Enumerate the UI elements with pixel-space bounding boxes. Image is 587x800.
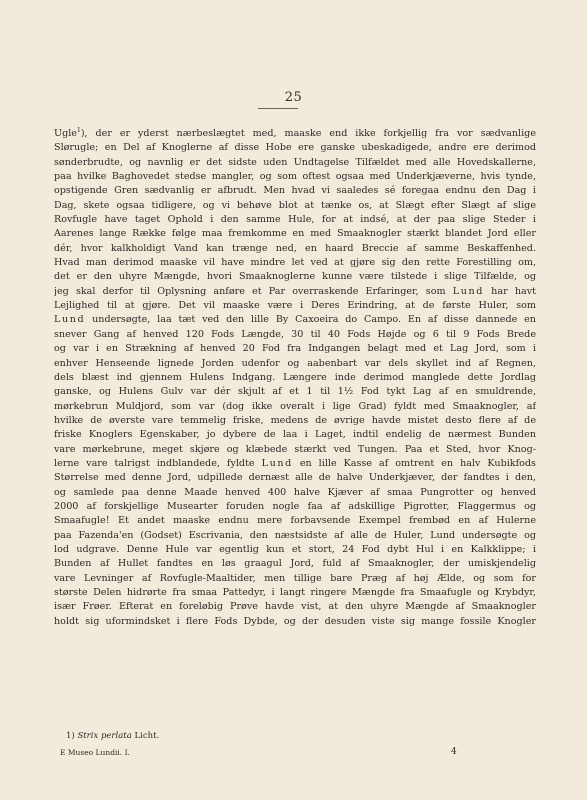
text-line: især Frøer. Efterat en foreløbig Prøve havde vist, at den uhyre Mængde af Smaaknogler [54, 601, 536, 613]
page-number: 25 [284, 90, 303, 105]
text-segment: har havt [484, 285, 536, 297]
imprint-line: E Museo Lundii. I. [60, 748, 130, 757]
text-line: det er den uhyre Mængde, hvori Smaaknoglerne kunne være tilstede i slige Tilfælde, og [54, 271, 536, 283]
text-line: paa hvilke Baghovedet stedse mangler, og som oftest ogsaa med Underkjæverne, hvis tynde, [54, 171, 536, 183]
text-segment: lerne vare talrigst indblandede, fyldte [54, 457, 262, 469]
text-line: opstigende Gren sædvanlig er afbrudt. Men hvad vi saaledes sé foregaa endnu den Dag i [54, 185, 536, 197]
spaced-name: Lund [261, 457, 293, 469]
footnote-marker: 1) [66, 731, 75, 741]
text-line: Bunden af Hullet fandtes en løs graagul Jord, fuld af Smaaknogler, der umiskjendelig [54, 558, 536, 570]
text-line: 2000 af forskjellige Musearter foruden nogle faa af adskillige Pigrotter, Flaggermus og [54, 500, 536, 512]
footnote-species: Strix perlata [77, 731, 132, 741]
text-line: lod udgrave. Denne Hule var egentlig kun et stort, 24 Fod dybt Hul i en Kalkklippe; i [54, 543, 536, 555]
text-line: Rovfugle have taget Ophold i den samme Hule, for at indsé, at der paa slige Steder i [54, 214, 536, 226]
text-line: Hvad man derimod maaske vil have mindre let ved at gjøre sig den rette Forestilling om, [54, 257, 536, 269]
spaced-name: Lund [54, 314, 86, 326]
text-line: og var i en Strækning af henved 20 Fod fra Indgangen belagt med et Lag Jord, som i [54, 343, 536, 355]
text-line [54, 285, 536, 299]
text-segment: Ugle [54, 128, 77, 139]
text-segment: undersøgte, laa tæt ved den lille By Caxoeira do Campo. En af disse dannede en [85, 314, 536, 326]
text-line: Slørugle; en Del af Knoglerne af disse Hobe ere ganske ubeskadigede, andre ere derimod [54, 142, 536, 154]
text-line: snever Gang af henved 120 Fods Længde, 30 til 40 Fods Højde og 6 til 9 Fods Brede [54, 328, 536, 340]
text-line: holdt sig uformindsket i flere Fods Dybde, og der desuden viste sig mange fossile Knogler [54, 615, 536, 627]
text-line: enhver Henseende lignede Jorden udenfor og aabenbart var dels skyllet ind af Regnen, [54, 357, 536, 369]
signature-mark: 4 [451, 747, 457, 757]
text-line: vare mørkebrune, meget skjøre og klæbede stærkt ved Tungen. Paa et Sted, hvor Knog- [54, 443, 536, 455]
footnote [66, 731, 159, 741]
text-line: ganske, og Hulens Gulv var dér skjult af et 1 til 1½ Fod tykt Lag af en smuldrende, [54, 386, 536, 398]
footnote-reference: 1 [76, 127, 81, 134]
text-line: Smaafugle! Et andet maaske endnu mere forbavsende Exempel frembød en af Hulerne [54, 515, 536, 527]
text-segment: jeg skal derfor til Oplysning anføre et Par overraskende Erfaringer, som [54, 285, 453, 297]
text-line: største Delen hidrørte fra smaa Pattedyr, i langt ringere Mængde fra Smaafugle og Krybdyr, [54, 587, 536, 598]
text-line: dér, hvor kalkholdigt Vand kan trænge ned, en haard Breccie af samme Beskaffenhed. [54, 242, 536, 254]
text-line: og samlede paa denne Maade henved 400 halve Kjæver af smaa Pungrotter og henved [54, 486, 536, 498]
body-text [54, 127, 536, 629]
text-line: sønderbrudte, og navnlig er det sidste uden Undtagelse Tilfældet med alle Hovedskallerne, [54, 156, 536, 168]
text-line: dels blæst ind gjennem Hulens Indgang. Længere inde derimod manglede dette Jordlag [54, 371, 536, 383]
text-segment: ), der er yderst nærbeslægtet med, maaske end ikke forkjellig fra vor sædvanlige [80, 128, 536, 139]
text-line: paa Fazenda'en (Godset) Escrivania, den næstsidste af alle de Huler, Lund undersøgte og [54, 529, 536, 541]
page-number-rule [258, 108, 298, 109]
text-line: Dag, skete ogsaa tidligere, og vi behøve blot at tænke os, at Slægt efter Slægt af slige [54, 199, 536, 211]
text-line: Aarenes lange Række følge maa fremkomme en med Smaaknogler stærkt blandet Jord eller [54, 228, 536, 240]
text-line: hvilke de øverste vare temmelig friske, medens de øvrige havde mistet desto flere af de [54, 414, 536, 426]
text-segment: en lille Kasse af omtrent en halv Kubikfods [292, 457, 536, 469]
footnote-author: Licht. [134, 731, 160, 741]
text-line [54, 457, 536, 471]
text-line [54, 313, 536, 327]
spaced-name: Lund [452, 285, 485, 297]
text-line: Størrelse med denne Jord, udpillede dernæst alle de halve Underkjæver, der fandtes i den, [54, 472, 536, 484]
text-line: mørkebrun Muldjord, som var (dog ikke overalt i lige Grad) fyldt med Smaaknogler, af [54, 400, 536, 412]
text-line [54, 127, 536, 141]
text-line: Lejlighed til at gjøre. Det vil maaske være i Deres Erindring, at de første Huler, som [54, 300, 536, 312]
text-line: friske Knoglers Egenskaber, jo dybere de laa i Laget, indtil endelig de nærmest Bunden [54, 429, 536, 441]
text-line: vare Levninger af Rovfugle-Maaltider, men tillige bare Præg af høj Ælde, og som for [54, 572, 536, 584]
